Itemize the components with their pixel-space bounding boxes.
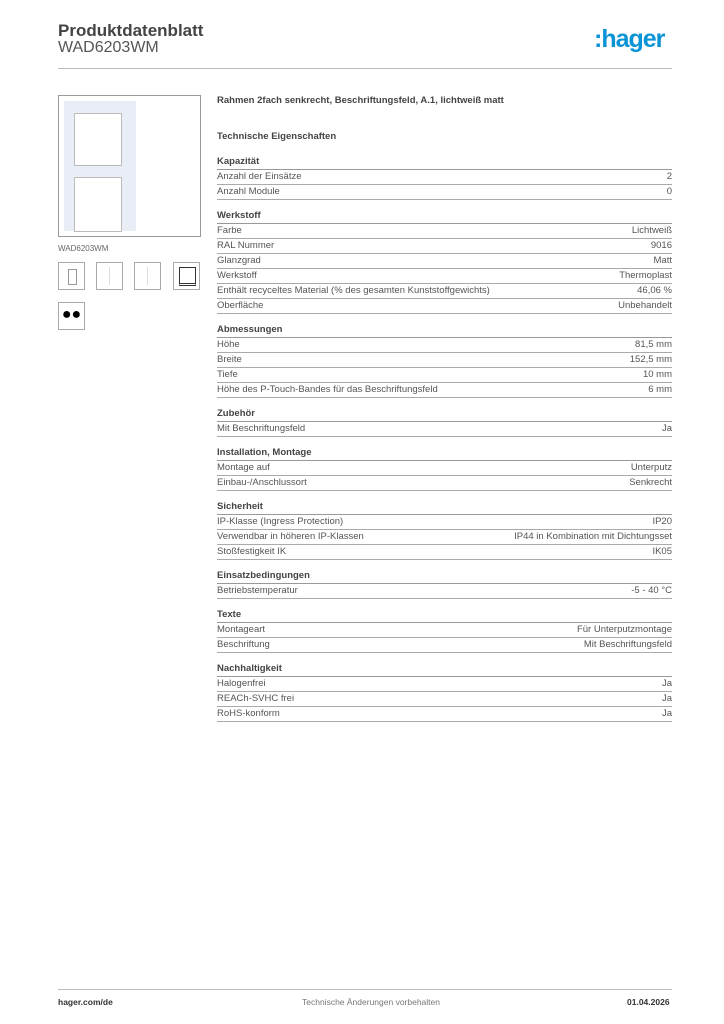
property-row <box>217 692 672 707</box>
property-row <box>217 254 672 269</box>
property-row <box>217 545 672 560</box>
property-row <box>217 185 672 200</box>
property-label: Einbau-/Anschlussort <box>217 477 307 488</box>
property-label: Enthält recyceltes Material (% des gesamten Kunststoffgewichts) <box>217 285 490 296</box>
property-value: IP20 <box>652 516 672 527</box>
article-number: WAD6203WM <box>58 39 159 56</box>
property-row <box>217 584 672 599</box>
property-value: Thermoplast <box>619 270 672 281</box>
property-label: Oberfläche <box>217 300 264 311</box>
section-title: Texte <box>217 609 672 623</box>
property-label: IP-Klasse (Ingress Protection) <box>217 516 344 527</box>
property-value: 10 mm <box>642 369 672 380</box>
section <box>217 609 672 653</box>
image-caption: WAD6203WM <box>58 244 109 253</box>
section-title: Nachhaltigkeit <box>217 663 672 677</box>
property-value: Ja <box>661 423 672 434</box>
property-label: Höhe <box>217 339 240 350</box>
property-row <box>217 530 672 545</box>
header-divider <box>58 68 672 69</box>
footer-divider <box>58 989 672 990</box>
footer-date: 01.04.2026 <box>627 997 670 1007</box>
property-value: 46,06 % <box>637 285 672 296</box>
hager-logo: :hager <box>594 25 665 53</box>
property-value: 6 mm <box>648 384 672 395</box>
droplets-icon: ●● <box>58 302 85 330</box>
property-row <box>217 284 672 299</box>
property-row <box>217 638 672 653</box>
frame-icon[interactable] <box>58 262 85 290</box>
property-value: Ja <box>661 678 672 689</box>
property-row <box>217 461 672 476</box>
property-label: Tiefe <box>217 369 238 380</box>
property-value: IK05 <box>652 546 672 557</box>
property-row <box>217 299 672 314</box>
property-value: Ja <box>661 708 672 719</box>
property-row <box>217 707 672 722</box>
property-row <box>217 383 672 398</box>
property-label: Montage auf <box>217 462 270 473</box>
property-row <box>217 269 672 284</box>
property-value: Senkrecht <box>629 477 672 488</box>
section-title: Abmessungen <box>217 324 672 338</box>
property-value: 0 <box>666 186 672 197</box>
property-label: Anzahl Module <box>217 186 280 197</box>
properties <box>217 95 672 732</box>
property-row <box>217 239 672 254</box>
section <box>217 447 672 491</box>
technical-title: Technische Eigenschaften <box>217 131 337 142</box>
section-title: Installation, Montage <box>217 447 672 461</box>
property-value: 9016 <box>650 240 672 251</box>
property-value: Mit Beschriftungsfeld <box>583 639 672 650</box>
property-row <box>217 677 672 692</box>
property-label: Glanzgrad <box>217 255 261 266</box>
property-row <box>217 170 672 185</box>
section-title: Sicherheit <box>217 501 672 515</box>
section <box>217 570 672 599</box>
property-row <box>217 224 672 239</box>
property-row <box>217 338 672 353</box>
property-value: -5 - 40 °C <box>631 585 672 596</box>
product-image <box>58 95 201 237</box>
property-row <box>217 515 672 530</box>
property-value: 152,5 mm <box>629 354 672 365</box>
property-value: IP44 in Kombination mit Dichtungsset <box>514 531 672 542</box>
product-description: Rahmen 2fach senkrecht, Beschriftungsfeld, A.1, lichtweiß matt <box>217 95 504 106</box>
property-value: 2 <box>666 171 672 182</box>
property-row <box>217 422 672 437</box>
section <box>217 408 672 437</box>
property-label: REACh-SVHC frei <box>217 693 295 704</box>
property-value: Matt <box>653 255 672 266</box>
section-title: Einsatzbedingungen <box>217 570 672 584</box>
property-label: Montageart <box>217 624 266 635</box>
property-label: Beschriftung <box>217 639 270 650</box>
property-label: Stoßfestigkeit IK <box>217 546 287 557</box>
section <box>217 324 672 398</box>
property-label: Halogenfrei <box>217 678 266 689</box>
property-label: Farbe <box>217 225 242 236</box>
property-label: Höhe des P-Touch-Bandes für das Beschriftungsfeld <box>217 384 438 395</box>
label-field-icon[interactable] <box>173 262 200 290</box>
property-value: Unterputz <box>630 462 672 473</box>
footer-site[interactable]: hager.com/de <box>58 997 113 1007</box>
property-label: Betriebstemperatur <box>217 585 298 596</box>
property-label: Werkstoff <box>217 270 257 281</box>
property-label: Anzahl der Einsätze <box>217 171 302 182</box>
property-value: 81,5 mm <box>635 339 672 350</box>
section <box>217 210 672 314</box>
property-row <box>217 623 672 638</box>
property-label: Breite <box>217 354 242 365</box>
property-label: Mit Beschriftungsfeld <box>217 423 306 434</box>
property-value: Für Unterputzmontage <box>576 624 672 635</box>
page-title: Produktdatenblatt <box>58 21 204 40</box>
frame-side-icon[interactable] <box>96 262 123 290</box>
footer-note: Technische Änderungen vorbehalten <box>302 997 440 1007</box>
property-row <box>217 368 672 383</box>
property-label: Verwendbar in höheren IP-Klassen <box>217 531 364 542</box>
property-row <box>217 476 672 491</box>
property-value: Unbehandelt <box>618 300 672 311</box>
frame-edge-icon[interactable] <box>134 262 161 290</box>
section-title: Kapazität <box>217 156 672 170</box>
property-label: RAL Nummer <box>217 240 275 251</box>
property-label: RoHS-konform <box>217 708 280 719</box>
section <box>217 663 672 722</box>
property-value: Lichtweiß <box>631 225 672 236</box>
section-title: Werkstoff <box>217 210 672 224</box>
section <box>217 156 672 200</box>
section-title: Zubehör <box>217 408 672 422</box>
property-value: Ja <box>661 693 672 704</box>
section <box>217 501 672 560</box>
property-row <box>217 353 672 368</box>
